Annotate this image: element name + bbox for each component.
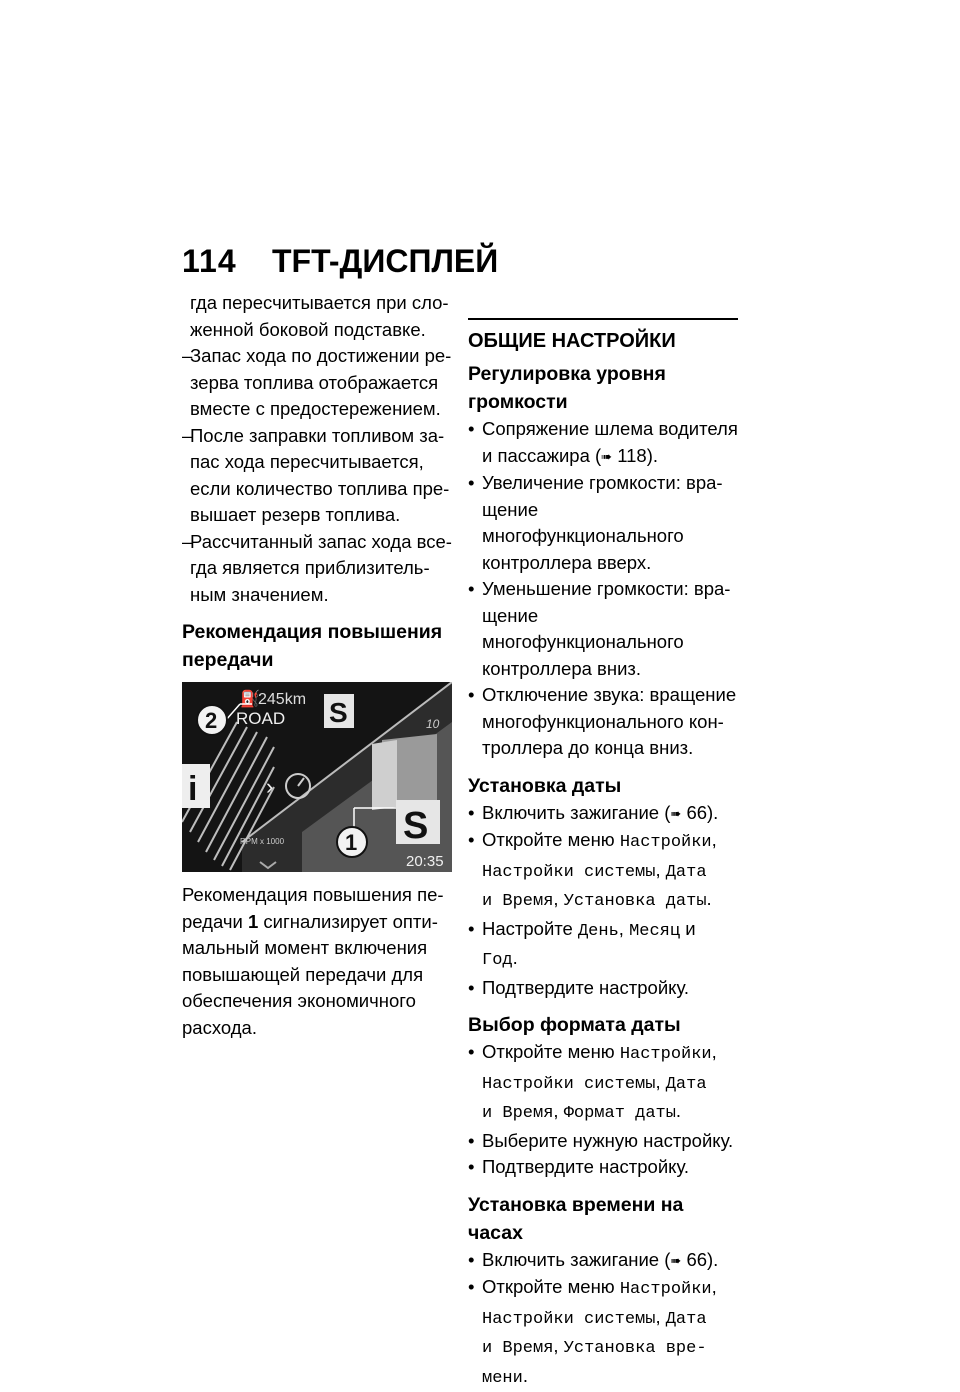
format-heading: Выбор формата даты bbox=[468, 1014, 681, 1036]
tft-display-illustration bbox=[182, 682, 452, 872]
page-ref-arrow-icon: ➠ bbox=[670, 1252, 682, 1268]
list-item: • Включить зажигание (➠ 66). bbox=[468, 1247, 738, 1275]
rpm-label: RPM x 1000 bbox=[240, 837, 285, 846]
page-ref-arrow-icon: ➠ bbox=[601, 448, 613, 464]
list-item: • Настройте День, Месяц и Год. bbox=[468, 917, 696, 970]
list-item: • Сопряжение шлема водителя и пассажира (➠ 118). bbox=[468, 416, 738, 470]
shift-indicator: S bbox=[403, 805, 429, 847]
list-item: • Отключение звука: вращение многофункционального кон- троллера до конца вниз. bbox=[468, 684, 737, 758]
list-item: • Откройте меню Настройки, Настройки системы, Дата и Время, Формат даты. bbox=[468, 1041, 717, 1123]
info-icon: i bbox=[188, 770, 198, 808]
svg-text:›: › bbox=[266, 774, 274, 799]
list-item: • Уменьшение громкости: вра- щение многофункционального контроллера вниз. bbox=[468, 578, 731, 679]
intro-line: женной боковой подставке. bbox=[190, 318, 426, 340]
list-item: • Подтвердите настройку. bbox=[468, 1156, 690, 1177]
callout-1: 1 bbox=[345, 830, 358, 855]
section-rule bbox=[468, 318, 738, 320]
dash-item: – Запас хода по достижении ре- зерва топлива отображается вместе с предостережением. bbox=[182, 345, 452, 419]
section-heading: Рекомендация повышения передачи bbox=[182, 621, 443, 671]
list-item: • Увеличение громкости: вра- щение многофункционального контроллера вверх. bbox=[468, 472, 723, 573]
section-title: ОБЩИЕ НАСТРОЙКИ bbox=[468, 330, 676, 352]
riding-mode: ROAD bbox=[236, 709, 286, 728]
volume-heading: Регулировка уровня громкости bbox=[468, 363, 666, 413]
clock-heading: Установка времени на часах bbox=[468, 1193, 684, 1244]
callout-2: 2 bbox=[205, 708, 218, 733]
tft-display-image bbox=[182, 682, 452, 872]
page-ref-arrow-icon: ➠ bbox=[670, 805, 682, 821]
chapter-title: TFT-ДИСПЛЕЙ bbox=[272, 243, 499, 279]
list-item: • Включить зажигание (➠ 66). bbox=[468, 800, 738, 828]
clock-readout: 20:35 bbox=[406, 853, 444, 870]
dash-item: – Рассчитанный запас хода все- гда является приблизитель- ным значением. bbox=[182, 530, 452, 605]
left-column bbox=[182, 290, 452, 1041]
mode-badge: S bbox=[329, 697, 348, 728]
date-heading: Установка даты bbox=[468, 774, 622, 797]
list-item: • Подтвердите настройку. bbox=[468, 976, 690, 998]
list-item: • Выберите нужную настройку. bbox=[468, 1129, 734, 1151]
figure-caption: Рекомендация повышения пе- редачи 1 сигнализирует опти- мальный момент включения повышающей передачи для обеспечения экономичного расхода. bbox=[182, 884, 444, 1038]
right-column bbox=[468, 290, 738, 1392]
list-item: • Откройте меню Настройки, Настройки системы, Дата и Время, Установка даты. bbox=[468, 829, 717, 911]
intro-line: гда пересчитывается при сло- bbox=[190, 292, 449, 313]
rpm-scale-10: 10 bbox=[426, 717, 440, 731]
range-readout: 245km bbox=[258, 691, 307, 708]
list-item: • Откройте меню Настройки, Настройки системы, Дата и Время, Установка вре- мени. bbox=[468, 1276, 717, 1388]
dash-item: – После заправки топливом за- пас хода пересчитывается, если количество топлива пре- вышает резерв топлива. bbox=[182, 424, 450, 525]
svg-text:⛽: ⛽ bbox=[240, 691, 260, 708]
page-number: 114 bbox=[182, 243, 237, 279]
